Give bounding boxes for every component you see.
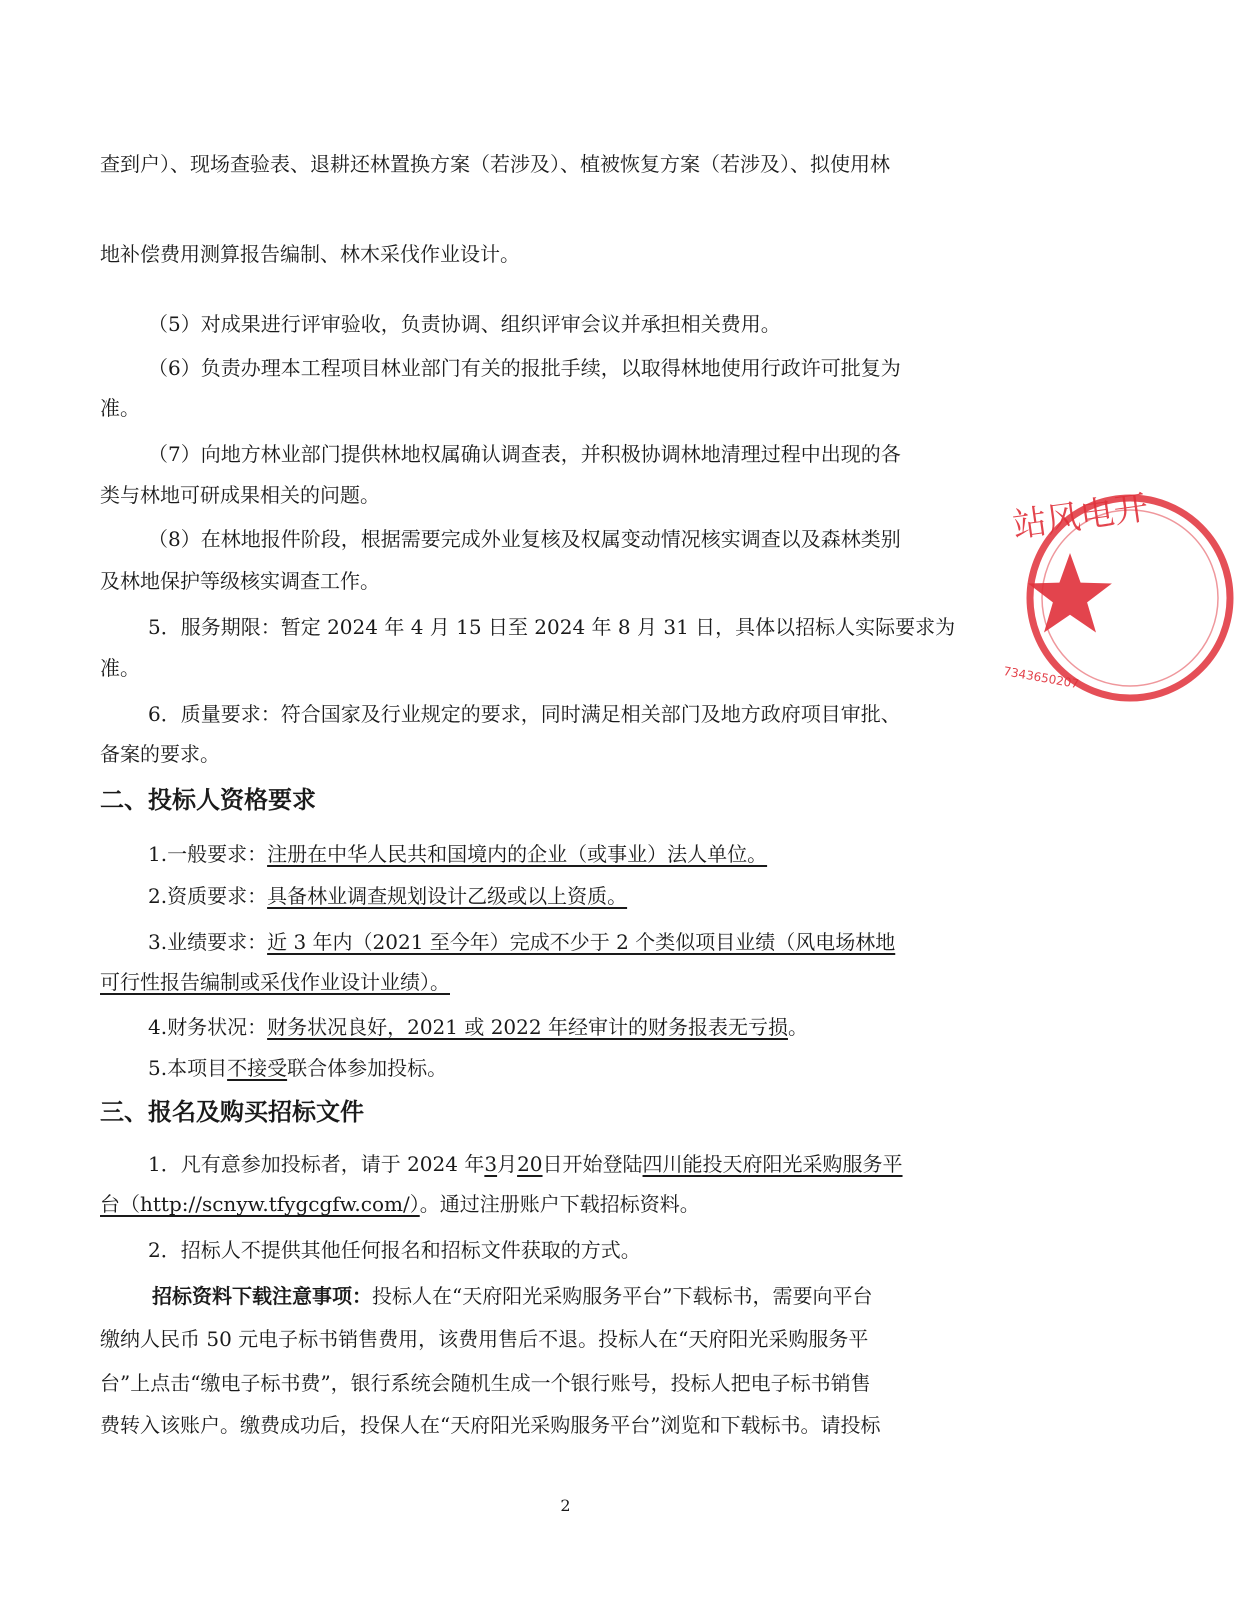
requirement-label: 3.业绩要求：	[148, 930, 268, 954]
requirement-value: 注册在中华人民共和国境内的企业（或事业）法人单位。	[267, 842, 768, 866]
page-number: 2	[560, 1496, 571, 1515]
requirement-financial	[148, 1013, 808, 1041]
text: 。通过注册账户下载招标资料。	[419, 1192, 700, 1216]
section-heading-registration: 三、报名及购买招标文件	[100, 1098, 364, 1126]
platform-name: 四川能投天府阳光采购服务平	[642, 1152, 903, 1176]
note-label: 招标资料下载注意事项：	[152, 1284, 372, 1308]
seal-text: 站风电开	[1010, 487, 1151, 547]
registration-item-2: 2．招标人不提供其他任何报名和招标文件获取的方式。	[148, 1238, 641, 1262]
paragraph-item-8: （8）在林地报件阶段，根据需要完成外业复核及权属变动情况核实调查以及森林类别	[148, 527, 901, 551]
day: 20	[517, 1152, 543, 1176]
paragraph-item-6: （6）负责办理本工程项目林业部门有关的报批手续，以取得林地使用行政许可批复为	[148, 356, 901, 380]
registration-item-1-cont	[100, 1190, 700, 1218]
paragraph-line: 查到户）、现场查验表、退耕还林置换方案（若涉及）、植被恢复方案（若涉及）、拟使用林	[100, 152, 890, 176]
note-line: 费转入该账户。缴费成功后，投保人在“天府阳光采购服务平台”浏览和下载标书。请投标	[100, 1413, 881, 1437]
paragraph-line: 准。	[100, 656, 140, 680]
note-line: 缴纳人民币 50 元电子标书销售费用，该费用售后不退。投标人在“天府阳光采购服务平	[100, 1327, 869, 1351]
requirement-performance	[148, 928, 895, 956]
text: 5.本项目	[148, 1056, 228, 1080]
note-line: 台”上点击“缴电子标书费”，银行系统会随机生成一个银行账号，投标人把电子标书销售	[100, 1371, 871, 1395]
paragraph-line: 准。	[100, 396, 140, 420]
paragraph-line: 类与林地可研成果相关的问题。	[100, 483, 380, 507]
requirement-value: 可行性报告编制或采伐作业设计业绩）。	[100, 970, 450, 994]
paragraph-item-7: （7）向地方林业部门提供林地权属确认调查表，并积极协调林地清理过程中出现的各	[148, 442, 901, 466]
text: 联合体参加投标。	[287, 1056, 448, 1080]
requirement-label: 4.财务状况：	[148, 1015, 268, 1039]
requirement-label: 2.资质要求：	[148, 884, 268, 908]
text: 1．凡有意参加投标者，请于 2024 年	[148, 1152, 485, 1176]
requirement-qualification	[148, 882, 627, 910]
requirement-end: 。	[787, 1015, 808, 1039]
paragraph-line: 备案的要求。	[100, 742, 220, 766]
text-underlined: 不接受	[227, 1056, 288, 1080]
quality-requirement: 6．质量要求：符合国家及行业规定的要求，同时满足相关部门及地方政府项目审批、	[148, 702, 901, 726]
platform-link[interactable]: 台（http://scnyw.tfygcgfw.com/）	[100, 1192, 420, 1216]
requirement-general	[148, 840, 767, 868]
download-note	[152, 1282, 872, 1310]
section-heading-qualifications: 二、投标人资格要求	[100, 786, 316, 814]
service-period: 5．服务期限：暂定 2024 年 4 月 15 日至 2024 年 8 月 31 日，具体以招标人实际要求为	[148, 615, 956, 639]
text: 日开始登陆	[542, 1152, 643, 1176]
star-icon	[1028, 553, 1112, 633]
company-seal-stamp	[1002, 487, 1240, 708]
requirement-value: 近 3 年内（2021 至今年）完成不少于 2 个类似项目业绩（风电场林地	[267, 930, 896, 954]
requirement-value: 财务状况良好，2021 或 2022 年经审计的财务报表无亏损	[267, 1015, 788, 1039]
note-text: 投标人在“天府阳光采购服务平台”下载标书，需要向平台	[372, 1284, 873, 1308]
registration-item-1	[148, 1150, 903, 1178]
requirement-consortium	[148, 1054, 447, 1082]
requirement-performance-cont	[100, 968, 450, 996]
month: 3	[484, 1152, 498, 1176]
requirement-value: 具备林业调查规划设计乙级或以上资质。	[267, 884, 628, 908]
paragraph-line: 地补偿费用测算报告编制、林木采伐作业设计。	[100, 242, 520, 266]
seal-number: 7343650207	[1002, 664, 1080, 692]
paragraph-item-5: （5）对成果进行评审验收，负责协调、组织评审会议并承担相关费用。	[148, 312, 781, 336]
paragraph-line: 及林地保护等级核实调查工作。	[100, 569, 380, 593]
text: 月	[497, 1152, 518, 1176]
requirement-label: 1.一般要求：	[148, 842, 268, 866]
